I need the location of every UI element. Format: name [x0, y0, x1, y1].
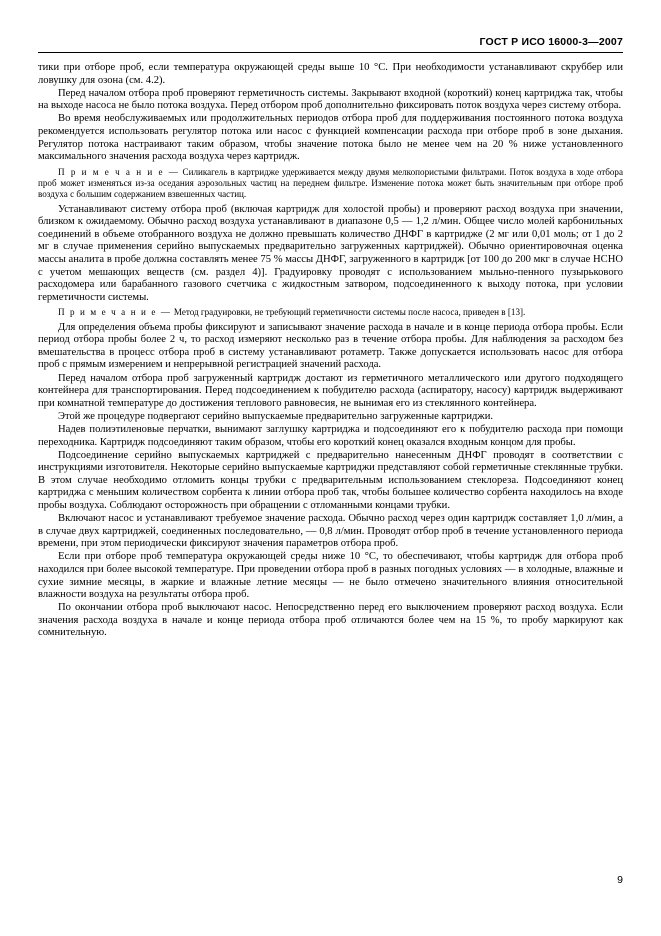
body-paragraph: Устанавливают систему отбора проб (включая картридж для холостой пробы) и проверяют расход воздуха при значении, близком к ожидаемому. Обычно расход воздуха устанавливают в диапазоне 0,5 — 1,2 л/мин. Общее число молей карбонильных соединений в объеме отобранного воздуха не должно превышать количество ДНФГ в картридже (2 мг или 0,01 моль; от 1 до 2 мг в случае применения серийно выпускаемых предварительно загруженных картриджей). Обычно ориентировочная оценка массы аналита в пробе должна составлять менее 75 % массы ДНФГ, загруженного в картридж [от 100 до 200 мкг в случае НСНО с учетом мешающих веществ (см. раздел 4)]. Градуировку проводят с использованием мыльно-пенного пузырькового расходомера или барабанного газового счетчика с жидкостным затвором, подсоединенного к выходу потока, при условии герметичности системы.	[38, 203, 623, 303]
body-paragraph: Надев полиэтиленовые перчатки, вынимают заглушку картриджа и подсоединяют его к побудителю расхода при помощи переходника. Картридж подсоединяют таким образом, чтобы его короткий конец оказался входным концом для пробы.	[38, 423, 623, 448]
body-paragraph: Перед началом отбора проб загруженный картридж достают из герметичного металлического или другого подходящего контейнера для транспортирования. Перед подсоединением к побудителю расхода (аспиратору, насосу) картридж выдерживают при комнатной температуре до достижения теплового равновесия, не вынимая его из стеклянного контейнера.	[38, 372, 623, 409]
note-label: П р и м е ч а н и е —	[58, 166, 180, 177]
body-paragraph: Перед началом отбора проб проверяют герметичность системы. Закрывают входной (короткий) конец картриджа так, чтобы на выходе насоса не было потока воздуха. Перед отбором проб дополнительно фиксировать поток воздуха через систему отбора.	[38, 87, 623, 112]
body-paragraph: По окончании отбора проб выключают насос. Непосредственно перед его выключением проверяют расход воздуха. Если значения расхода воздуха в начале и конце периода отбора проб отличаются более чем на 15 %, то пробу маркируют как сомнительную.	[38, 602, 623, 639]
body-note	[38, 167, 623, 201]
body-paragraph: Во время необслуживаемых или продолжительных периодов отбора проб для поддерживания постоянного потока воздуха рекомендуется использовать регулятор потока или насос с функцией компенсации расхода при отборе проб в зоне дыхания. Регулятор потока настраивают таким образом, чтобы значение потока было не менее чем на 20 % ниже установленного максимального значения расхода воздуха через картридж.	[38, 113, 623, 163]
body-paragraph: тики при отборе проб, если температура окружающей среды выше 10 °С. При необходимости устанавливают скруббер или ловушку для озона (см. 4.2).	[38, 62, 623, 86]
body-paragraph: Включают насос и устанавливают требуемое значение расхода. Обычно расход через один картридж составляет 1,0 л/мин, а в случае двух картриджей, соединенных последовательно, — 0,8 л/мин. Проводят отбор проб в течение установленного периода времени, при этом периодически фиксируют значения параметров отбора проб.	[38, 513, 623, 550]
page-header-standard-number: ГОСТ Р ИСО 16000-3—2007	[479, 36, 623, 48]
body-paragraph: Этой же процедуре подвергают серийно выпускаемые предварительно загруженные картриджи.	[58, 410, 494, 422]
body-text-column	[38, 62, 623, 641]
body-note	[38, 307, 623, 318]
body-paragraph: Если при отборе проб температура окружающей среды ниже 10 °С, то обеспечивают, чтобы картридж для отбора проб находился при более высокой температуре. При проведении отбора проб в разных погодных условиях — в холодные, влажные и сухие зимние месяцы, в жаркие и влажные летние месяцы — не было отмечено значительного влияния относительной влажности воздуха на результаты отбора проб.	[38, 551, 623, 601]
body-paragraph: Для определения объема пробы фиксируют и записывают значение расхода в начале и в конце периода отбора пробы. Если период отбора пробы более 2 ч, то расход измеряют несколько раз в течение отбора пробы. Для наблюдения за расходом без вмешательства в процесс отбора проб в систему устанавливают ротаметр. Также допускается использовать насос для отбора проб с прямым измерением и непрерывной регистрацией значений расхода.	[38, 321, 623, 371]
note-text: Метод градуировки, не требующий герметичности системы после насоса, приведен в [13].	[171, 307, 526, 318]
note-label: П р и м е ч а н и е —	[58, 307, 172, 318]
body-paragraph: Подсоединение серийно выпускаемых картриджей с предварительно нанесенным ДНФГ проводят в соответствии с инструкциями изготовителя. Некоторые серийно выпускаемые картриджи представляют собой герметичные стеклянные трубки. В этом случае необходимо отломить концы трубки с предварительным использованием стеклореза. Подсоединяют конец картриджа с меньшим количеством сорбента к линии отбора проб так, чтобы большее количество сорбента находилось на входе пробы воздуха. Соблюдают осторожность при обращении с отломанными концами трубки.	[38, 449, 623, 511]
header-divider	[38, 52, 623, 53]
note-text: Силикагель в картридже удерживается между двумя мелкопористыми фильтрами. Поток воздуха в ходе отбора проб может изменяться из-за оседания аэрозольных частиц на переднем фильтре. Изменение потока может быть значительным при отборе проб воздуха с большим содержанием взвешенных частиц.	[38, 166, 623, 200]
page-number: 9	[617, 874, 623, 886]
